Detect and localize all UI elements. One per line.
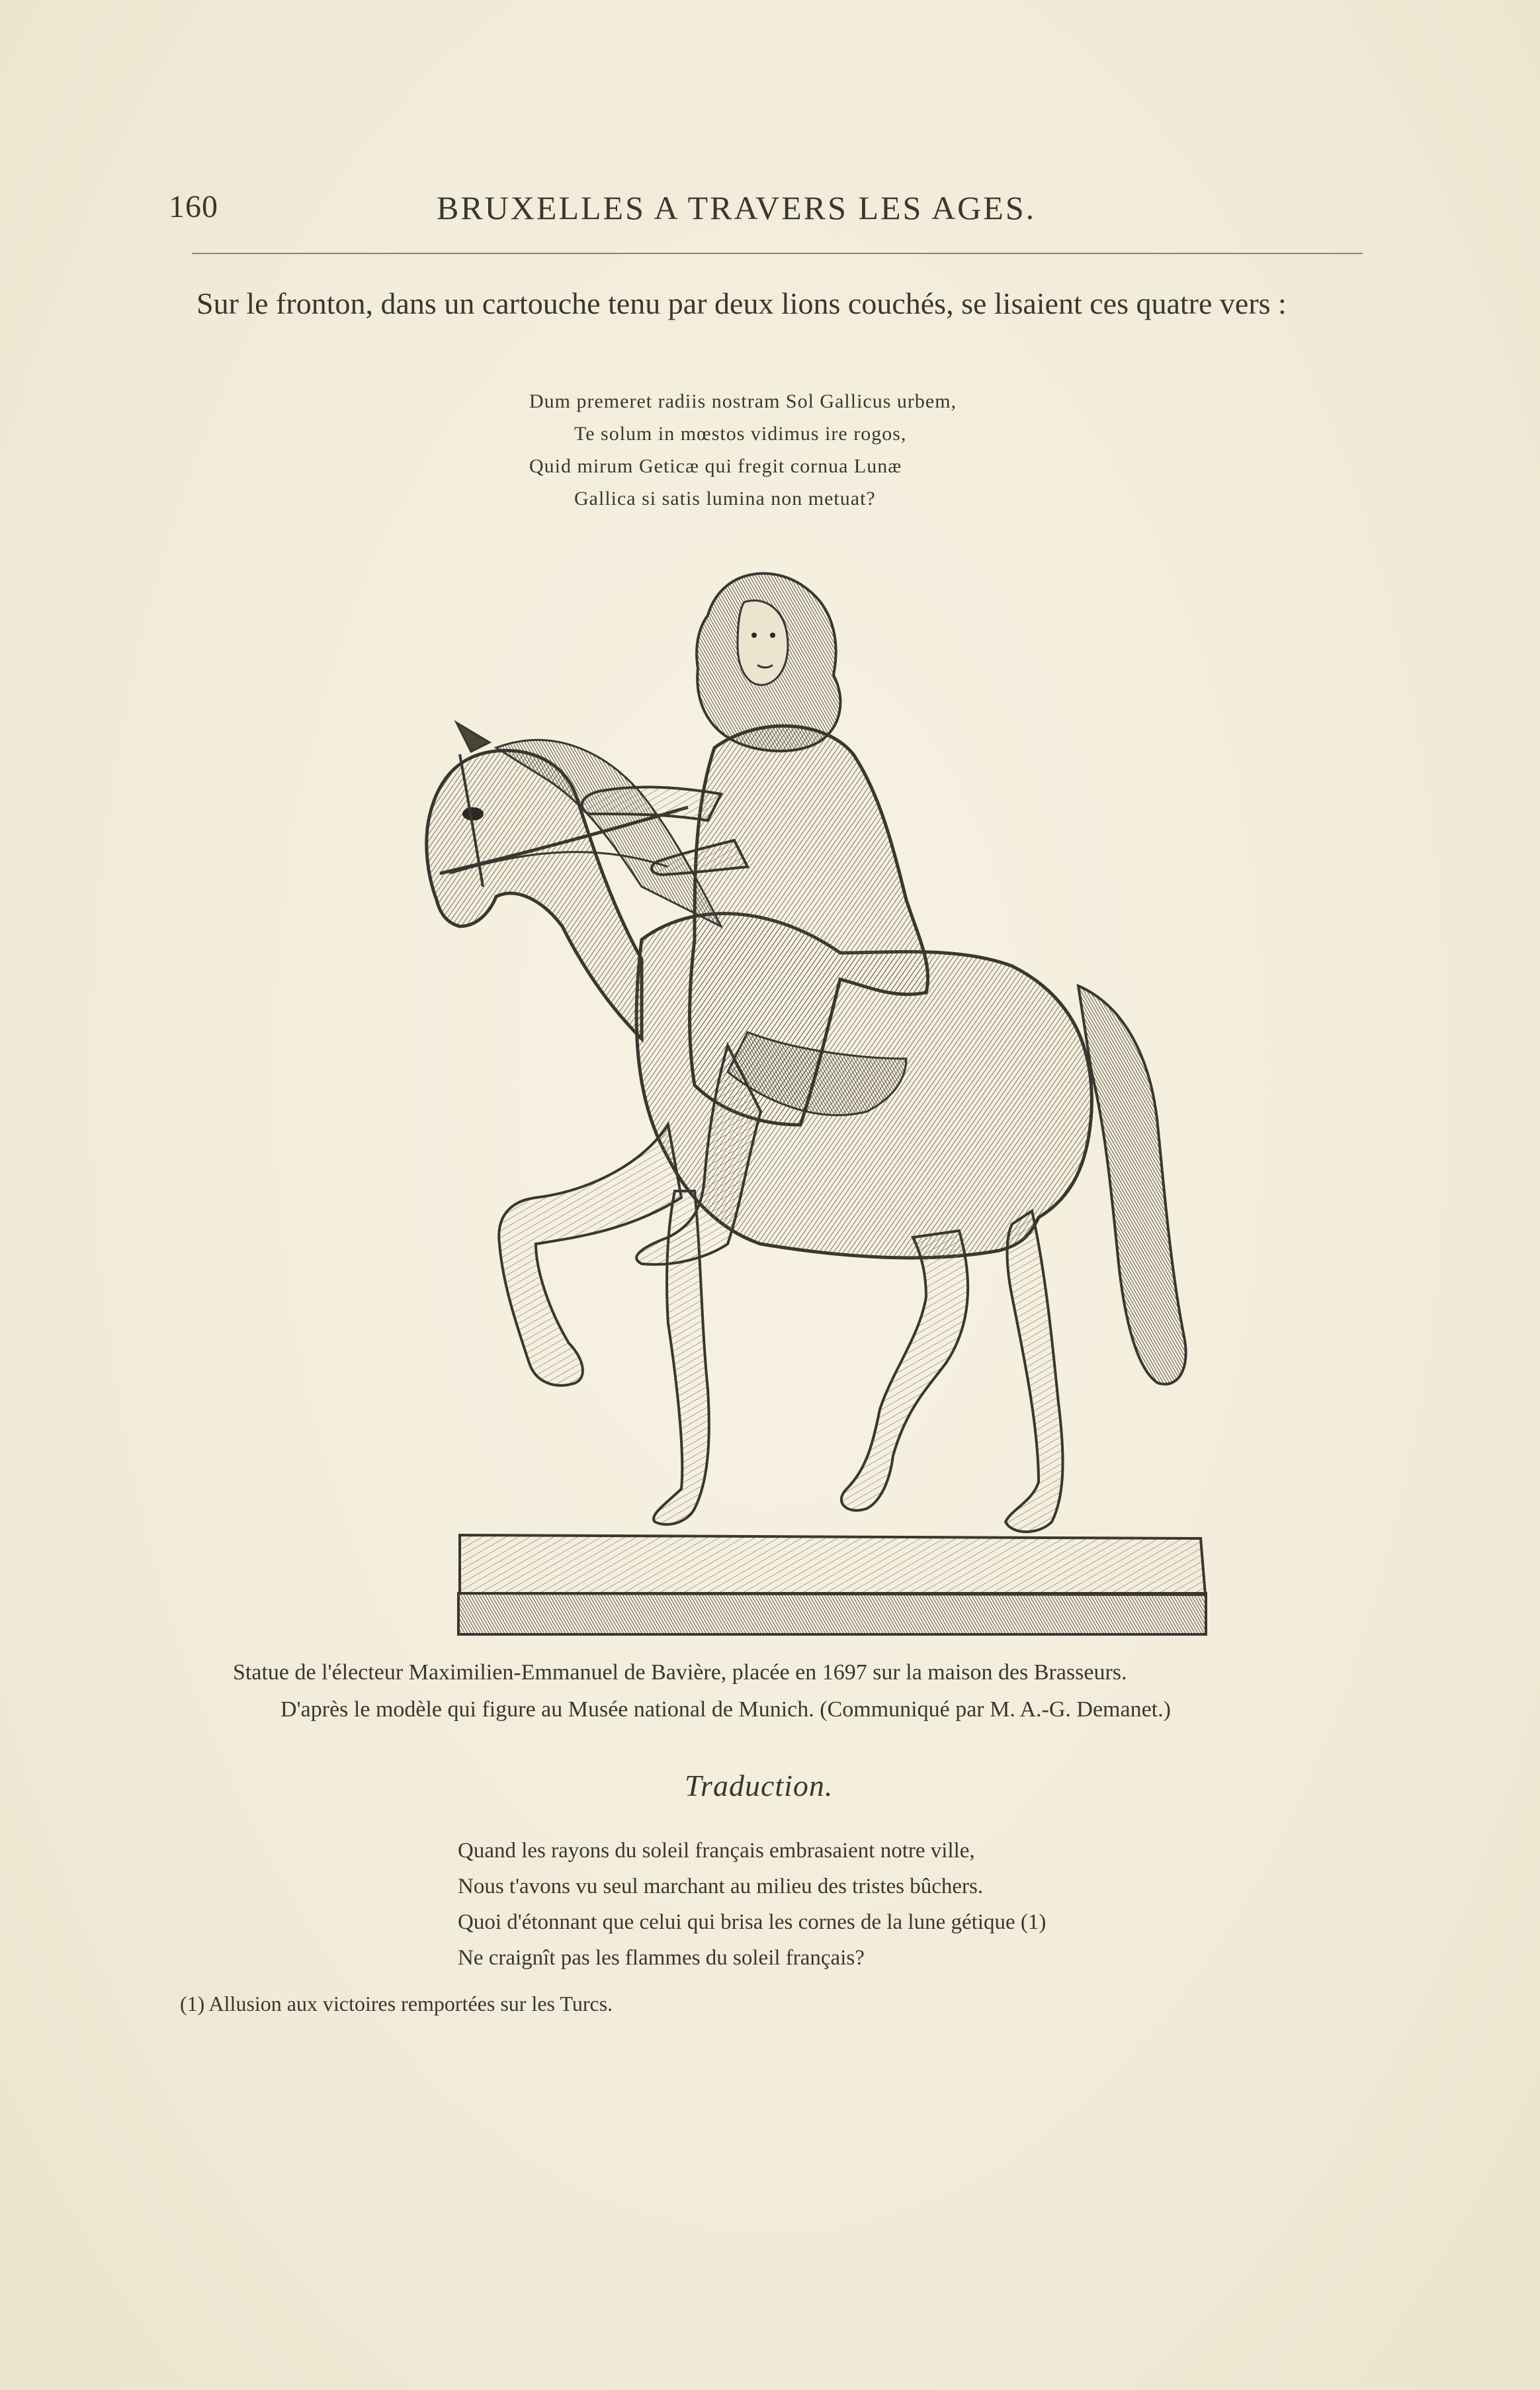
caption-line: D'après le modèle qui figure au Musée national de Munich. (Communiqué par M. A.-G. Demanet.) [280,1697,1171,1722]
statue-drawing [298,529,1224,1641]
latin-verse-line: Te solum in mœstos vidimus ire rogos, [574,423,907,445]
latin-verse-line: Gallica si satis lumina non metuat? [574,488,876,509]
latin-verse-line: Dum premeret radiis nostram Sol Gallicus urbem, [529,390,957,412]
header-rule [192,253,1363,254]
page-number: 160 [169,189,218,224]
intro-paragraph: Sur le fronton, dans un cartouche tenu par deux lions couchés, se lisaient ces quatre vers : [196,287,1287,320]
running-title: BRUXELLES A TRAVERS LES AGES. [437,189,1037,226]
caption-line: Statue de l'électeur Maximilien-Emmanuel de Bavière, placée en 1697 sur la maison des Brasseurs. [233,1660,1127,1685]
french-verse-line: Quoi d'étonnant que celui qui brisa les cornes de la lune gétique (1) [458,1910,1047,1934]
french-verse-line: Quand les rayons du soleil français embrasaient notre ville, [458,1839,975,1863]
equestrian-statue-engraving [298,529,1224,1641]
page-header [169,189,1363,235]
translation-title: Traduction. [685,1769,834,1802]
latin-verse-line: Quid mirum Geticæ qui fregit cornua Lunæ [529,455,902,477]
french-verse [458,1833,1185,1976]
pedestal [458,1535,1206,1634]
latin-verse [529,385,1072,515]
footnote: (1) Allusion aux victoires remportées sur les Turcs. [180,1992,613,2015]
french-verse-line: Nous t'avons vu seul marchant au milieu des tristes bûchers. [458,1875,984,1898]
figure-caption [233,1654,1344,1728]
french-verse-line: Ne craignît pas les flammes du soleil français? [458,1946,865,1970]
